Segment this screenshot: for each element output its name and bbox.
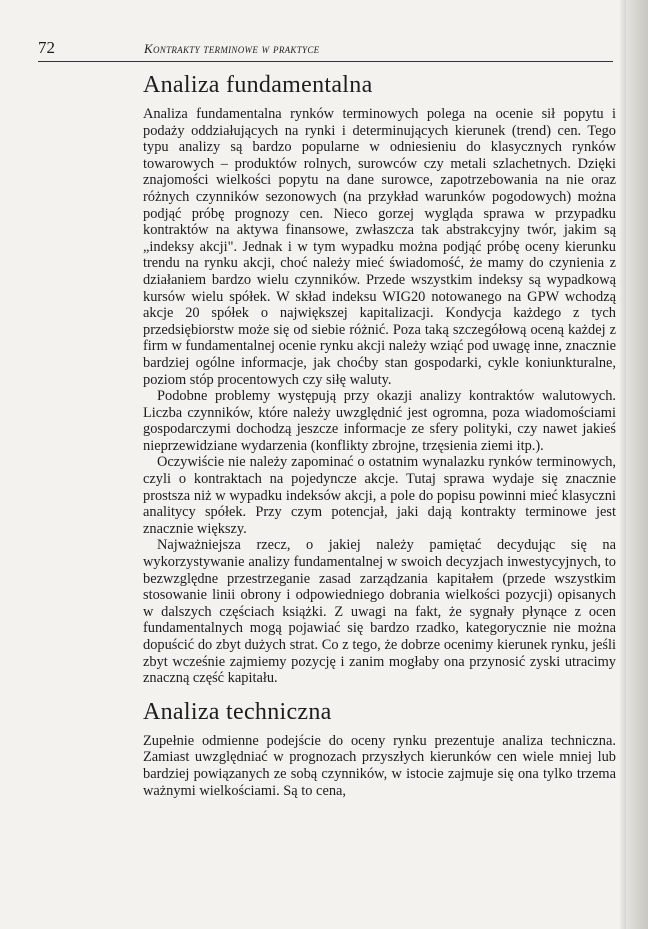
paragraph: Podobne problemy występują przy okazji analizy kontraktów walutowych. Liczba czynników, które należy uwzględnić jest ogromna, poza wiadomościami gospodarczymi dochodzą jeszcze informacje ze sfery polityki, czy nawet jakieś nieprzewidziane wydarzenia (konflikty zbrojne, trzęsienia ziemi itp.). [143,388,616,454]
page-edge-shadow [620,0,626,929]
page-number: 72 [38,38,55,57]
running-header [38,39,613,62]
running-title: Kontrakty terminowe w praktyce [144,41,320,56]
section-title-fundamental: Analiza fundamentalna [143,72,373,98]
page-body [143,70,616,799]
paragraph: Oczywiście nie należy zapominać o ostatnim wynalazku rynków terminowych, czyli o kontraktach na pojedyncze akcje. Tutaj sprawa wydaje się znacznie prostsza niż w wypadku indeksów akcji, a pole do popisu powinni mieć klasyczni analitycy spółek. Przy czym potencjał, jaki dają kontrakty terminowe jest znacznie większy. [143,454,616,537]
section-title-technical: Analiza techniczna [143,698,332,725]
paragraph: Analiza fundamentalna rynków terminowych polega na ocenie sił popytu i podaży oddziałujących na rynki i determinujących kierunek (trend) cen. Tego typu analizy są bardzo popularne w odniesieniu do klasycznych rynków towarowych – produktów rolnych, surowców czy metali szlachetnych. Dzięki znajomości wielkości popytu na dane surowce, zapotrzebowania na nie oraz różnych czynników sezonowych (na przykład warunków pogodowych) można podjąć próbę prognozy cen. Nieco gorzej wygląda sprawa w przypadku kontraktów na aktywa finansowe, zwłaszcza tak abstrakcyjny twór, jakim są „indeksy akcji". Jednak i w tym wypadku można podjąć próbę oceny kierunku trendu na rynku akcji, choć należy mieć świadomość, że mamy do czynienia z działaniem bardzo wielu czynników. Przede wszystkim indeksy są wypadkową kursów wielu spółek. W skład indeksu WIG20 notowanego na GPW wchodzą akcje 20 spółek o największej kapitalizacji. Kondycja każdego z tych przedsiębiorstw może się od siebie różnić. Poza taką szczegółową oceną każdej z firm w fundamentalnej ocenie rynku akcji należy wziąć pod uwagę inne, znacznie bardziej ogólne informacje, jak choćby stan gospodarki, cykle koniunkturalne, poziom stóp procentowych czy siłę waluty. [143,106,616,388]
paragraph: Najważniejsza rzecz, o jakiej należy pamiętać decydując się na wykorzystywanie analizy fundamentalnej w swoich decyzjach inwestycyjnych, to bezwzględne przestrzeganie zasad zarządzania kapitałem (przede wszystkim stosowanie linii obrony i odpowiedniego dobrania wielkości pozycji) opisanych w dalszych częściach książki. Z uwagi na fakt, że sygnały płynące z ocen fundamentalnych mogą pojawiać się bardzo rzadko, kategorycznie nie można dopuścić do zbyt dużych strat. Co z tego, że dobrze ocenimy kierunek rynku, jeśli zbyt wcześnie zajmiemy pozycję i zanim mogłaby ona przynosić zyski utracimy znaczną część kapitału. [143,537,616,687]
paragraph: Zupełnie odmienne podejście do oceny rynku prezentuje analiza techniczna. Zamiast uwzględniać w prognozach przyszłych kierunków cen wiele mniej lub bardziej powiązanych ze sobą czynników, w istocie zajmuje się ona tylko trzema ważnymi wielkościami. Są to cena, [143,732,616,799]
